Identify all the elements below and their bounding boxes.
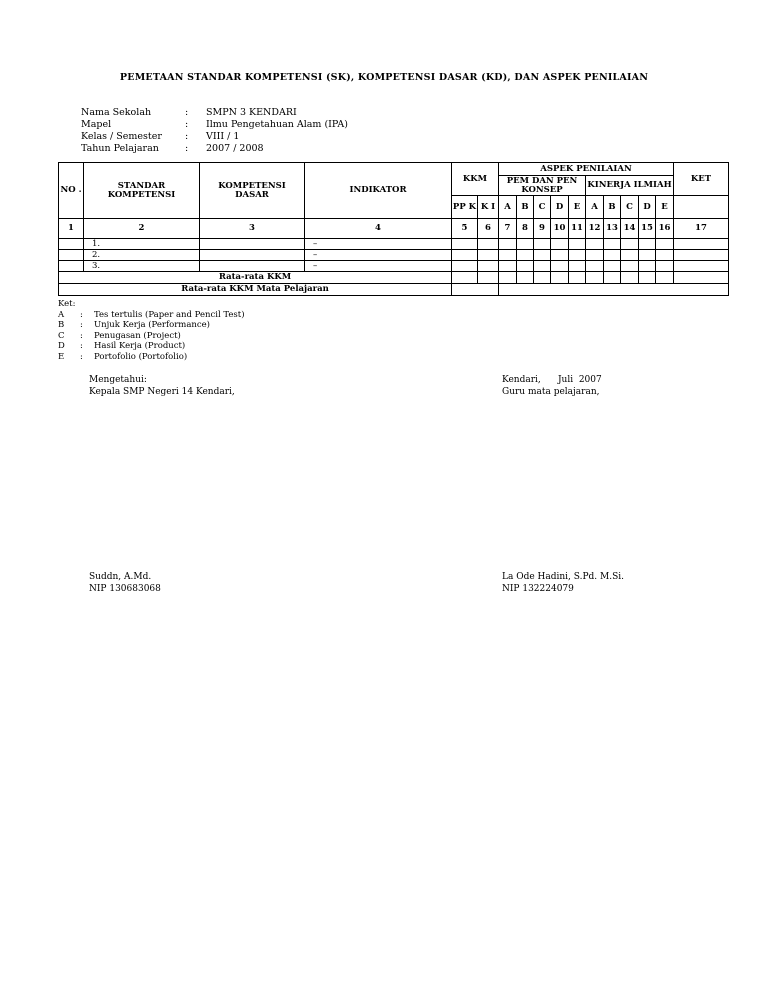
- mapping-table: [58, 162, 729, 296]
- table-row: [59, 250, 729, 261]
- info-label: Mapel: [81, 118, 112, 130]
- ket-item: B : Unjuk Kerja (Performance): [58, 320, 211, 330]
- table-row: [59, 239, 729, 250]
- table-row: [59, 261, 729, 272]
- ket-item: E : Portofolio (Portofolio): [58, 351, 188, 362]
- info-colon: :: [185, 118, 189, 130]
- header-kinerja: KINERJA ILMIAH: [586, 176, 674, 196]
- col-number: 5: [452, 219, 478, 239]
- header-sk: STANDAR KOMPETENSI: [84, 163, 200, 219]
- ket-item: C : Penugasan (Project): [58, 330, 181, 341]
- col-number: 8: [517, 219, 534, 239]
- col-number: 12: [586, 219, 604, 239]
- info-colon: :: [185, 142, 189, 154]
- left-nip: NIP 130683068: [89, 584, 161, 594]
- header-pem-d: D: [551, 196, 569, 219]
- info-colon: :: [185, 130, 189, 142]
- sk-cell: 1.: [84, 239, 200, 250]
- ket-legend: [58, 299, 245, 362]
- info-row-class: [81, 130, 348, 142]
- header-pem-a: A: [499, 196, 517, 219]
- sk-cell: 2.: [84, 250, 200, 261]
- header-pem-e: E: [569, 196, 586, 219]
- header-pem-konsep: PEM DAN PEN KONSEP: [499, 176, 586, 196]
- indikator-cell: –: [305, 239, 452, 250]
- ket-item: A : Tes tertulis (Paper and Pencil Test): [58, 309, 245, 320]
- info-value: SMPN 3 KENDARI: [206, 106, 297, 118]
- info-row-subject: [81, 118, 348, 130]
- header-kkm: KKM: [452, 163, 499, 196]
- info-colon: :: [185, 106, 189, 118]
- rata-mapel-row: [59, 284, 729, 296]
- header-kin-a: A: [586, 196, 604, 219]
- right-nip: NIP 132224079: [502, 584, 574, 594]
- col-number: 16: [656, 219, 674, 239]
- col-number: 17: [674, 219, 729, 239]
- col-number: 14: [621, 219, 639, 239]
- right-name: La Ode Hadini, S.Pd. M.Si.: [502, 572, 625, 582]
- info-value: 2007 / 2008: [206, 142, 264, 154]
- header-indikator: INDIKATOR: [305, 163, 452, 219]
- right-line1: Kendari, Juli 2007: [502, 375, 602, 385]
- header-pem-c: C: [534, 196, 551, 219]
- header-kin-c: C: [621, 196, 639, 219]
- info-value: VIII / 1: [206, 130, 240, 142]
- header-aspek: ASPEK PENILAIAN: [499, 163, 674, 176]
- info-label: Kelas / Semester: [81, 130, 162, 142]
- info-label: Tahun Pelajaran: [81, 142, 159, 154]
- indikator-cell: –: [305, 250, 452, 261]
- header-kin-b: B: [604, 196, 621, 219]
- right-line2: Guru mata pelajaran,: [502, 387, 600, 397]
- info-row-school: [81, 106, 348, 118]
- rata-kkm-label: Rata-rata KKM: [59, 272, 452, 284]
- col-number: 3: [200, 219, 305, 239]
- col-number: 15: [639, 219, 656, 239]
- col-number: 11: [569, 219, 586, 239]
- document-title: PEMETAAN STANDAR KOMPETENSI (SK), KOMPETENSI DASAR (KD), DAN ASPEK PENILAIAN: [119, 72, 649, 83]
- left-name: Suddn, A.Md.: [89, 572, 152, 582]
- left-line1: Mengetahui:: [89, 375, 147, 385]
- header-ket-blank: [674, 196, 729, 219]
- sk-cell: 3.: [84, 261, 200, 272]
- header-ppk: PP K: [452, 196, 478, 219]
- header-kin-d: D: [639, 196, 656, 219]
- signature-right-name: [502, 571, 624, 595]
- col-number: 9: [534, 219, 551, 239]
- col-number: 13: [604, 219, 621, 239]
- info-label: Nama Sekolah: [81, 106, 152, 118]
- rata-mapel-label: Rata-rata KKM Mata Pelajaran: [59, 284, 452, 296]
- header-no: NO .: [59, 163, 84, 219]
- col-number: 7: [499, 219, 517, 239]
- signature-left-heading: [89, 374, 235, 398]
- signature-right-heading: [502, 374, 602, 398]
- info-value: Ilmu Pengetahuan Alam (IPA): [206, 118, 349, 130]
- col-number: 4: [305, 219, 452, 239]
- signature-left-name: [89, 571, 161, 595]
- school-info: [81, 106, 348, 154]
- info-row-year: [81, 142, 348, 154]
- indikator-cell: –: [305, 261, 452, 272]
- ket-item: D : Hasil Kerja (Product): [58, 341, 186, 351]
- col-number: 2: [84, 219, 200, 239]
- col-number: 10: [551, 219, 569, 239]
- header-kd: KOMPETENSI DASAR: [200, 163, 305, 219]
- ket-title: Ket:: [58, 299, 76, 309]
- col-number: 1: [59, 219, 84, 239]
- col-number: 6: [478, 219, 499, 239]
- header-ki: K I: [478, 196, 499, 219]
- rata-kkm-row: [59, 272, 729, 284]
- header-kin-e: E: [656, 196, 674, 219]
- header-pem-b: B: [517, 196, 534, 219]
- left-line2: Kepala SMP Negeri 14 Kendari,: [89, 387, 235, 397]
- header-ket: KET: [674, 163, 729, 196]
